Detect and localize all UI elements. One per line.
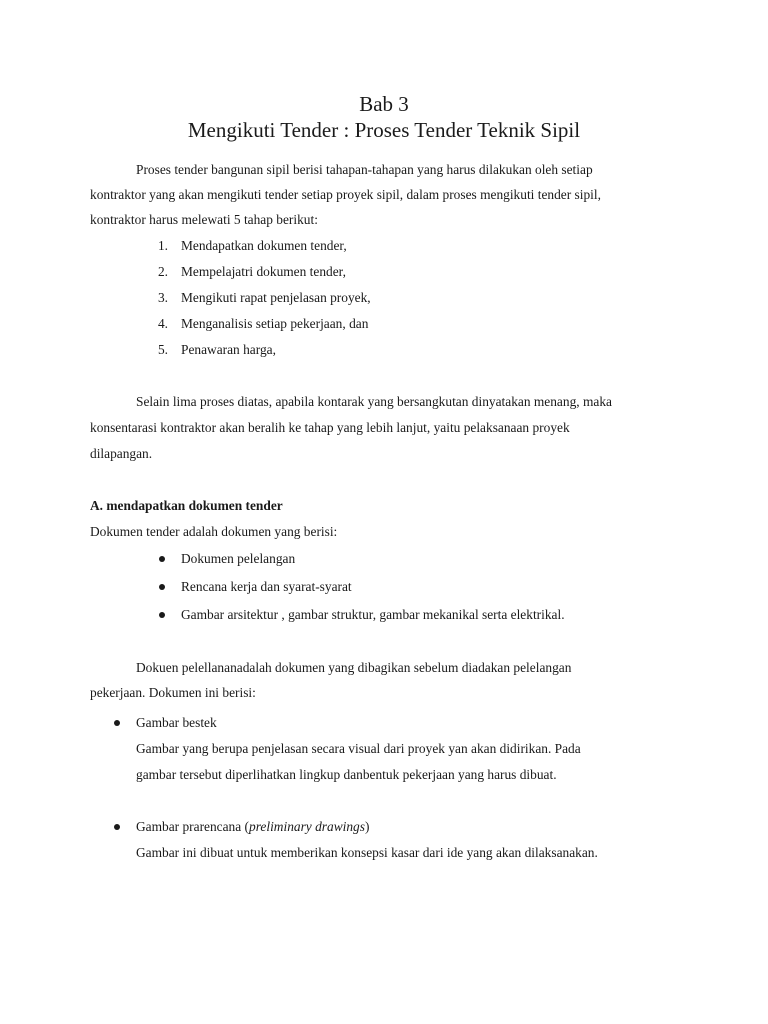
step-number: 2. xyxy=(157,264,168,279)
item-label: Gambar bestek xyxy=(136,715,217,730)
chapter-label: Bab 3 xyxy=(359,92,409,116)
section-a-heading: A. mendapatkan dokumen tender xyxy=(90,498,283,513)
para3-line-2: pekerjaan. Dokumen ini berisi: xyxy=(90,685,256,700)
item-label xyxy=(136,819,369,835)
step-text: Mendapatkan dokumen tender, xyxy=(181,238,347,253)
step-text: Menganalisis setiap pekerjaan, dan xyxy=(181,316,369,331)
step-text: Mempelajatri dokumen tender, xyxy=(181,264,346,279)
para2-line-3: dilapangan. xyxy=(90,446,153,461)
step-number: 3. xyxy=(157,290,168,305)
step-text: Penawaran harga, xyxy=(181,342,276,357)
para3-line-1: Dokuen pelellananadalah dokumen yang dibagikan sebelum diadakan pelelangan xyxy=(136,660,572,675)
step-number: 5. xyxy=(157,342,168,357)
bullet-icon xyxy=(114,720,120,726)
intro-line-1: Proses tender bangunan sipil berisi tahapan-tahapan yang harus dilakukan oleh setiap xyxy=(136,162,593,177)
step-text: Mengikuti rapat penjelasan proyek, xyxy=(181,290,371,305)
bullet-icon xyxy=(114,824,120,830)
intro-line-2: kontraktor yang akan mengikuti tender setiap proyek sipil, dalam proses mengikuti tender sipil, xyxy=(90,187,601,202)
item-desc-line: Gambar ini dibuat untuk memberikan konsepsi kasar dari ide yang akan dilaksanakan. xyxy=(136,845,598,860)
intro-line-3: kontraktor harus melewati 5 tahap berikut: xyxy=(90,212,318,227)
bullet-icon xyxy=(159,584,165,590)
bullet-text: Dokumen pelelangan xyxy=(181,551,296,566)
item-desc-line: Gambar yang berupa penjelasan secara visual dari proyek yan akan didirikan. Pada xyxy=(136,741,581,756)
item-label-start: Gambar prarencana ( xyxy=(136,819,250,834)
page-title: Mengikuti Tender : Proses Tender Teknik Sipil xyxy=(187,118,581,142)
step-number: 4. xyxy=(157,316,168,331)
section-a-intro: Dokumen tender adalah dokumen yang berisi: xyxy=(90,524,338,539)
item-label-end: ) xyxy=(364,819,370,834)
bullet-icon xyxy=(159,556,165,562)
para2-line-2: konsentarasi kontraktor akan beralih ke tahap yang lebih lanjut, yaitu pelaksanaan proyek xyxy=(90,420,570,435)
bullet-text: Gambar arsitektur , gambar struktur, gambar mekanikal serta elektrikal. xyxy=(181,607,565,622)
item-desc-line: gambar tersebut diperlihatkan lingkup danbentuk pekerjaan yang harus dibuat. xyxy=(136,767,557,782)
item-label-italic: preliminary drawings xyxy=(249,819,365,834)
step-number: 1. xyxy=(157,238,168,253)
para2-line-1: Selain lima proses diatas, apabila kontarak yang bersangkutan dinyatakan menang, maka xyxy=(136,394,612,409)
bullet-text: Rencana kerja dan syarat-syarat xyxy=(181,579,352,594)
bullet-icon xyxy=(159,612,165,618)
